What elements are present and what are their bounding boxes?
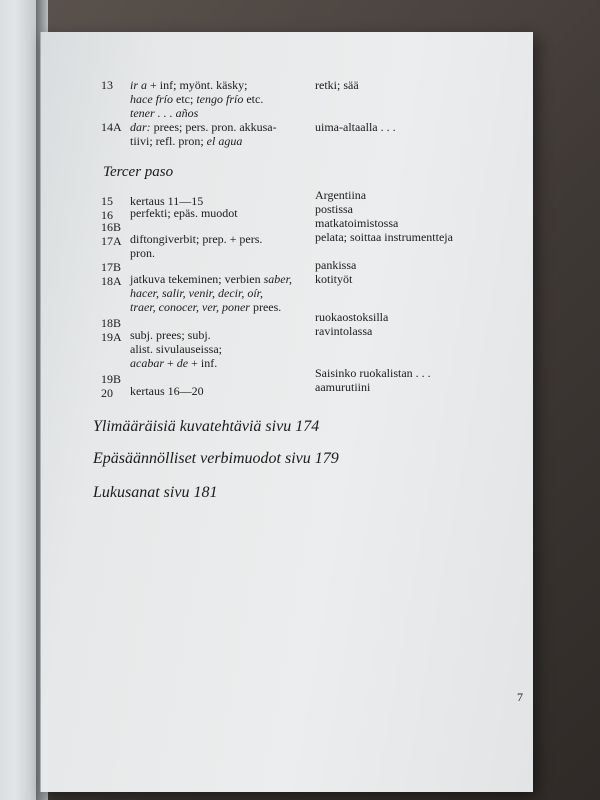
- lesson-topic: ir a + inf; myönt. käsky;: [130, 78, 248, 92]
- lesson-theme: pankissa: [315, 258, 357, 272]
- lesson-topic: kertaus 11—15: [130, 194, 204, 208]
- lesson-number: 18A: [101, 274, 122, 288]
- lesson-number: 14A: [101, 120, 122, 134]
- lesson-topic: hacer, salir, venir, decir, oír,: [130, 286, 263, 300]
- lesson-number: 19B: [101, 372, 122, 386]
- lesson-theme: matkatoimistossa: [315, 216, 399, 230]
- appendix-line: Ylimääräisiä kuvatehtäviä sivu 174: [93, 418, 320, 435]
- lesson-topic: acabar + de + inf.: [130, 356, 218, 370]
- lesson-topic: kertaus 16—20: [130, 384, 204, 398]
- lesson-topic: hace frío etc; tengo frío etc.: [130, 92, 264, 106]
- lesson-topic: subj. prees; subj.: [130, 328, 211, 342]
- lesson-theme: kotityöt: [315, 272, 353, 286]
- page-number: 7: [517, 690, 523, 704]
- lesson-number: 17B: [101, 260, 122, 274]
- lesson-theme: ravintolassa: [315, 324, 373, 338]
- lesson-number: 16B: [101, 220, 122, 234]
- lesson-topic: traer, conocer, ver, poner prees.: [130, 300, 282, 314]
- lesson-topic: tener . . . años: [130, 106, 199, 120]
- lesson-number: 19A: [101, 330, 122, 344]
- lesson-topic: dar: prees; pers. pron. akkusa-: [130, 120, 277, 134]
- lesson-theme: uima-altaalla . . .: [315, 120, 396, 134]
- lesson-theme: Argentiina: [315, 188, 367, 202]
- lesson-number: 16: [101, 208, 113, 222]
- lesson-topic: alist. sivulauseissa;: [130, 342, 222, 356]
- lesson-number: 15: [101, 194, 113, 208]
- lesson-topic: perfekti; epäs. muodot: [130, 206, 238, 220]
- appendix-line: Lukusanat sivu 181: [93, 484, 218, 501]
- lesson-theme: postissa: [315, 202, 354, 216]
- lesson-topic: diftongiverbit; prep. + pers.: [130, 232, 263, 246]
- facing-page-edge: [0, 0, 39, 800]
- lesson-number: 17A: [101, 234, 122, 248]
- lesson-theme: aamurutiini: [315, 380, 371, 394]
- book-page: [40, 32, 533, 792]
- lesson-theme: ruokaostoksilla: [315, 310, 389, 324]
- lesson-number: 20: [101, 386, 113, 400]
- section-heading: Tercer paso: [103, 164, 174, 180]
- appendix-line: Epäsäännölliset verbimuodot sivu 179: [93, 450, 339, 467]
- lesson-topic: tiivi; refl. pron; el agua: [130, 134, 243, 148]
- lesson-theme: Saisinko ruokalistan . . .: [315, 366, 431, 380]
- lesson-theme: pelata; soittaa instrumentteja: [315, 230, 453, 244]
- lesson-number: 13: [101, 78, 113, 92]
- lesson-number: 18B: [101, 316, 122, 330]
- lesson-topic: jatkuva tekeminen; verbien saber,: [130, 272, 292, 286]
- lesson-theme: retki; sää: [315, 78, 359, 92]
- lesson-topic: pron.: [130, 246, 155, 260]
